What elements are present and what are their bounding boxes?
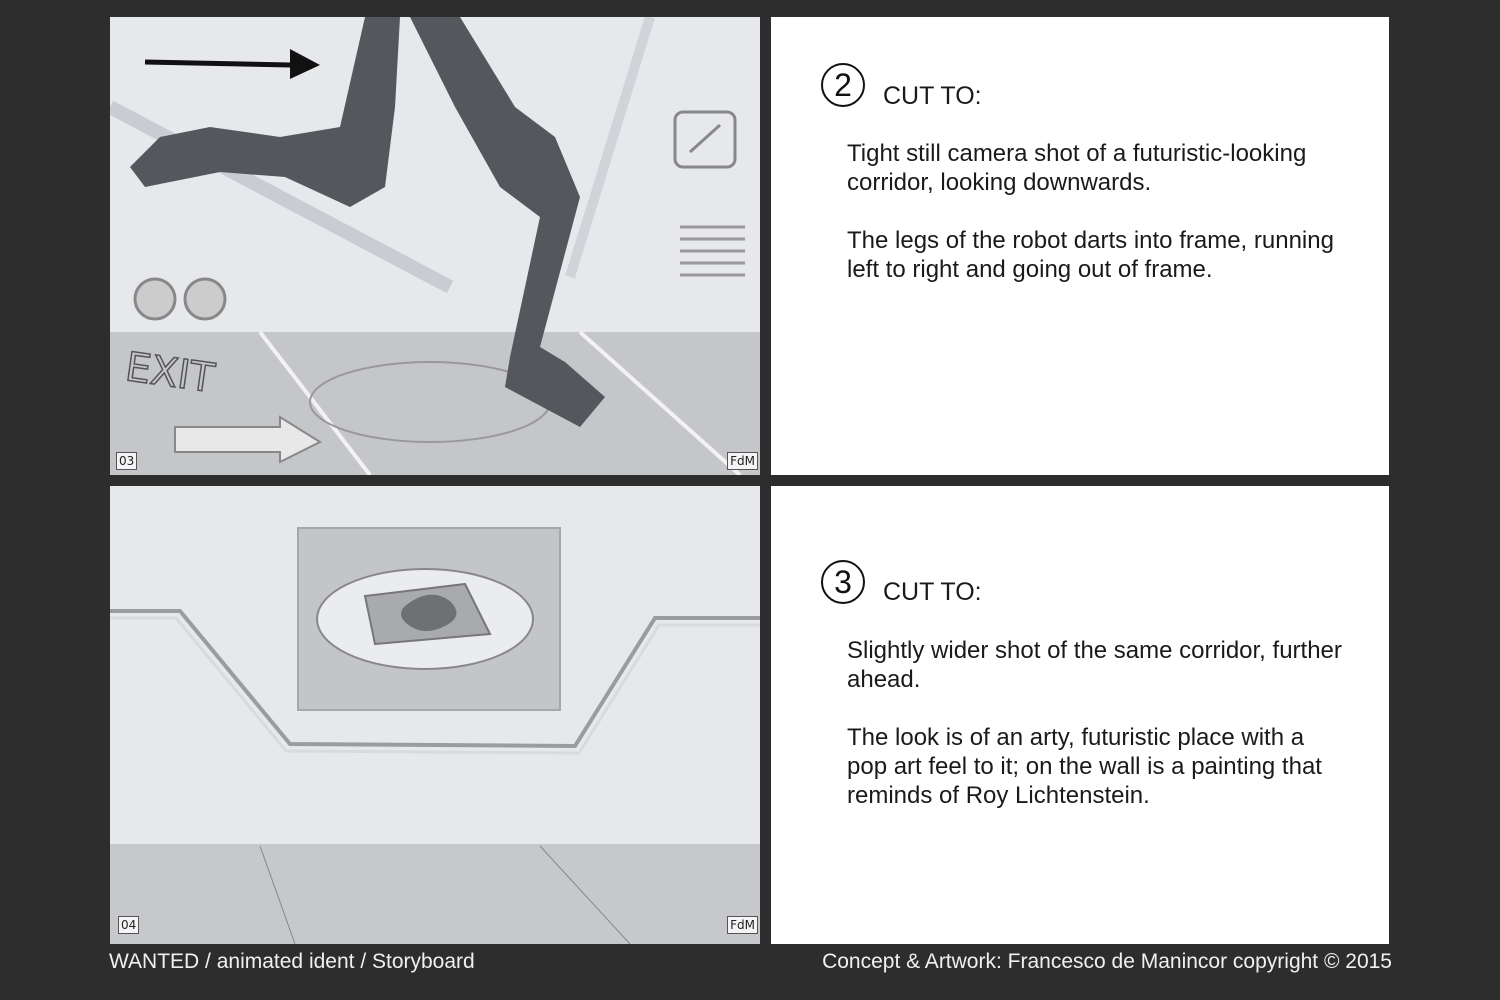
artist-signature: FdM [727, 452, 758, 470]
frame-number: 04 [118, 916, 139, 934]
shot-text [847, 636, 1347, 839]
sketch-running-legs [110, 17, 760, 475]
shot-paragraph: The legs of the robot darts into frame, running left to right and going out of frame. [847, 227, 1334, 283]
shot-description-3 [771, 486, 1389, 944]
sketch-corridor-painting [110, 486, 760, 944]
shot-paragraph: Slightly wider shot of the same corridor, further ahead. [847, 637, 1342, 693]
shot-heading: CUT TO: [883, 578, 982, 606]
footer-copyright: Concept & Artwork: Francesco de Manincor copyright © 2015 [822, 950, 1392, 973]
frame-number: 03 [116, 452, 137, 470]
shot-heading: CUT TO: [883, 82, 982, 110]
exit-floor-sign: EXIT [122, 344, 218, 403]
shot-paragraph: Tight still camera shot of a futuristic-looking corridor, looking downwards. [847, 140, 1307, 196]
storyboard-frame-03 [110, 17, 760, 475]
shot-description-2 [771, 17, 1389, 475]
shot-number: 3 [821, 560, 865, 604]
footer-project-title: WANTED / animated ident / Storyboard [109, 950, 475, 973]
shot-number: 2 [821, 63, 865, 107]
shot-paragraph: The look is of an arty, futuristic place with a pop art feel to it; on the wall is a painting that reminds of Roy Lichtenstein. [847, 724, 1322, 809]
artist-signature: FdM [727, 916, 758, 934]
shot-text [847, 139, 1347, 313]
storyboard-frame-04 [110, 486, 760, 944]
